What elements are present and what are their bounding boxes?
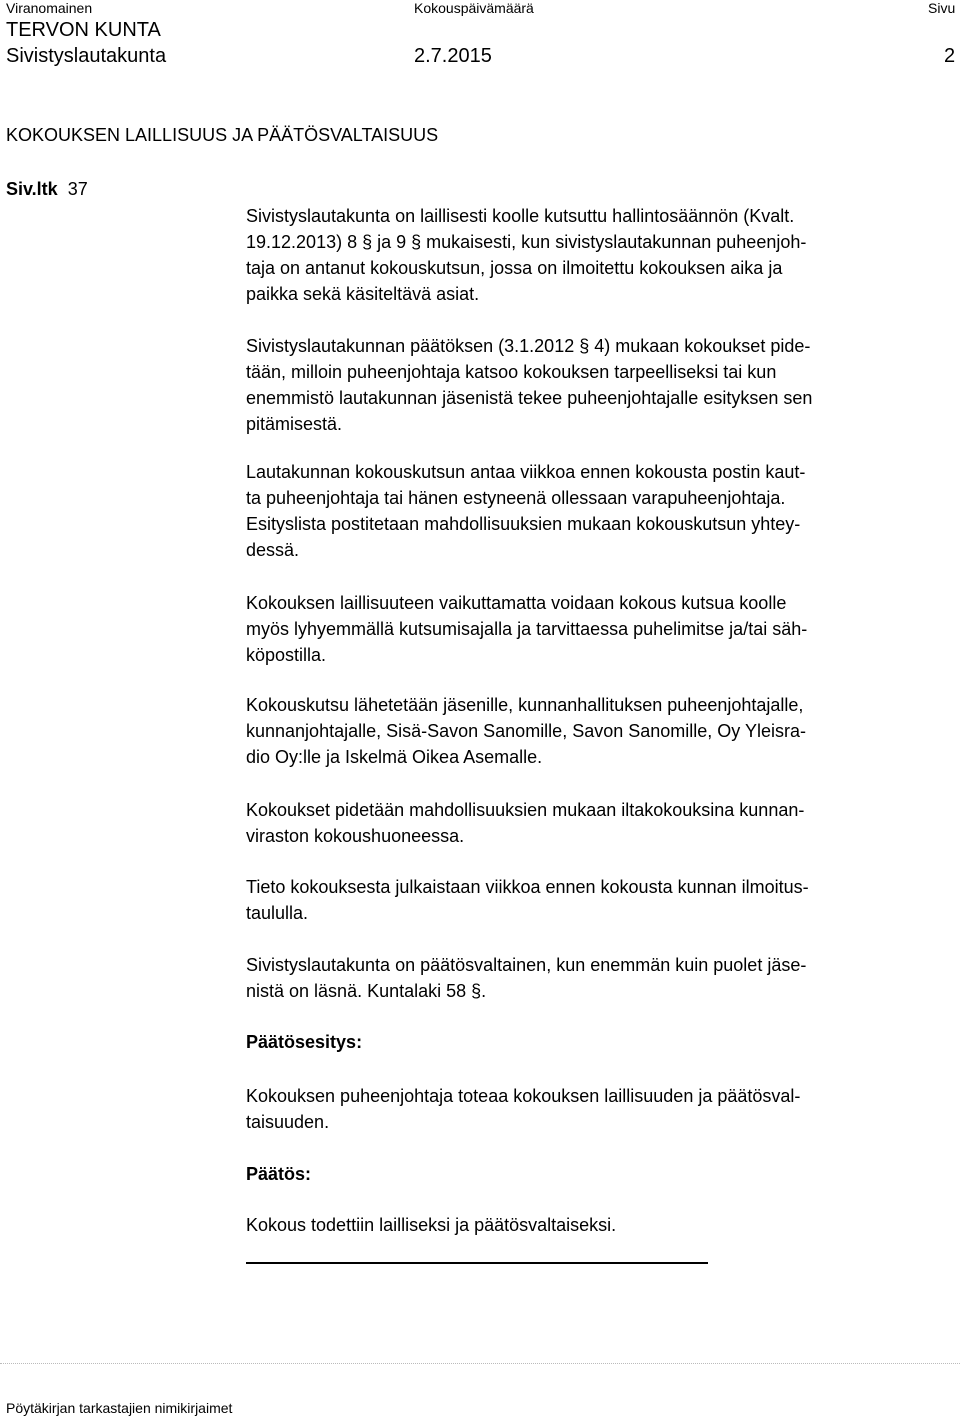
- item-reference-number: 37: [67, 179, 88, 199]
- paragraph-line: nistä on läsnä. Kuntalaki 58 §.: [246, 981, 487, 1001]
- paragraph-line: Sivistyslautakunnan päätöksen (3.1.2012 § 4) mukaan kokoukset pide-: [246, 336, 811, 356]
- proposal-heading: Päätösesitys:: [246, 1032, 363, 1052]
- paragraph-line: pitämisestä.: [246, 414, 343, 434]
- paragraph-2: [246, 333, 960, 437]
- paragraph-line: Sivistyslautakunta on päätösvaltainen, kun enemmän kuin puolet jäse-: [246, 955, 807, 975]
- item-reference-label: Siv.ltk: [6, 179, 58, 199]
- paragraph-6: [246, 797, 960, 849]
- paragraph-1: [246, 203, 960, 307]
- paragraph-line: dessä.: [246, 540, 300, 560]
- paragraph-line: Lautakunnan kokouskutsun antaa viikkoa ennen kokousta postin kaut-: [246, 462, 806, 482]
- paragraph-8: [246, 952, 960, 1004]
- paragraph-line: viraston kokoushuoneessa.: [246, 826, 465, 846]
- paragraph-line: Kokoukset pidetään mahdollisuuksien mukaan iltakokouksina kunnan-: [246, 800, 805, 820]
- paragraph-line: taja on antanut kokouskutsun, jossa on ilmoitettu kokouksen aika ja: [246, 258, 783, 278]
- paragraph-line: ta puheenjohtaja tai hänen estyneenä ollessaan varapuheenjohtaja.: [246, 488, 786, 508]
- paragraph-line: Sivistyslautakunta on laillisesti koolle kutsuttu hallintosäännön (Kvalt.: [246, 206, 795, 226]
- header-page-number: 2: [944, 45, 956, 67]
- paragraph-3: [246, 459, 960, 563]
- item-reference: [6, 176, 88, 202]
- paragraph-line: tään, milloin puheenjohtaja katsoo kokouksen tarpeelliseksi tai kun: [246, 362, 777, 382]
- paragraph-line: Esityslista postitetaan mahdollisuuksien mukaan kokouskutsun yhtey-: [246, 514, 801, 534]
- paragraph-line: taululla.: [246, 903, 309, 923]
- paragraph-line: Tieto kokouksesta julkaistaan viikkoa ennen kokousta kunnan ilmoitus-: [246, 877, 809, 897]
- header-committee: Sivistyslautakunta: [6, 45, 167, 67]
- decision-text: Kokous todettiin lailliseksi ja päätösvaltaiseksi.: [246, 1215, 617, 1235]
- proposal-line: taisuuden.: [246, 1112, 330, 1132]
- proposal-text: [246, 1083, 960, 1135]
- paragraph-5: [246, 692, 960, 770]
- paragraph-line: paikka sekä käsiteltävä asiat.: [246, 284, 480, 304]
- paragraph-7: [246, 874, 960, 926]
- paragraph-line: enemmistö lautakunnan jäsenistä tekee puheenjohtajalle esityksen sen: [246, 388, 813, 408]
- paragraph-line: köpostilla.: [246, 645, 327, 665]
- footer-label: Pöytäkirjan tarkastajien nimikirjaimet: [6, 1400, 233, 1416]
- header-label-meeting-date: Kokouspäivämäärä: [414, 0, 534, 16]
- paragraph-4: [246, 590, 960, 668]
- header-label-authority: Viranomainen: [6, 0, 93, 16]
- decision-heading: Päätös:: [246, 1164, 312, 1184]
- header-organization: TERVON KUNTA: [6, 19, 161, 41]
- paragraph-line: myös lyhyemmällä kutsumisajalla ja tarvittaessa puhelimitse ja/tai säh-: [246, 619, 808, 639]
- section-title: KOKOUKSEN LAILLISUUS JA PÄÄTÖSVALTAISUUS: [6, 125, 439, 145]
- paragraph-line: dio Oy:lle ja Iskelmä Oikea Asemalle.: [246, 747, 543, 767]
- paragraph-line: Kokouksen laillisuuteen vaikuttamatta voidaan kokous kutsua koolle: [246, 593, 787, 613]
- paragraph-line: Kokouskutsu lähetetään jäsenille, kunnanhallituksen puheenjohtajalle,: [246, 695, 804, 715]
- paragraph-line: 19.12.2013) 8 § ja 9 § mukaisesti, kun sivistyslautakunnan puheenjoh-: [246, 232, 807, 252]
- header-label-page: Sivu: [928, 0, 956, 16]
- header-date: 2.7.2015: [414, 45, 492, 67]
- end-rule: [246, 1262, 708, 1264]
- proposal-line: Kokouksen puheenjohtaja toteaa kokouksen laillisuuden ja päätösval-: [246, 1086, 801, 1106]
- paragraph-line: kunnanjohtajalle, Sisä-Savon Sanomille, Savon Sanomille, Oy Yleisra-: [246, 721, 806, 741]
- footer-divider: [0, 1363, 960, 1364]
